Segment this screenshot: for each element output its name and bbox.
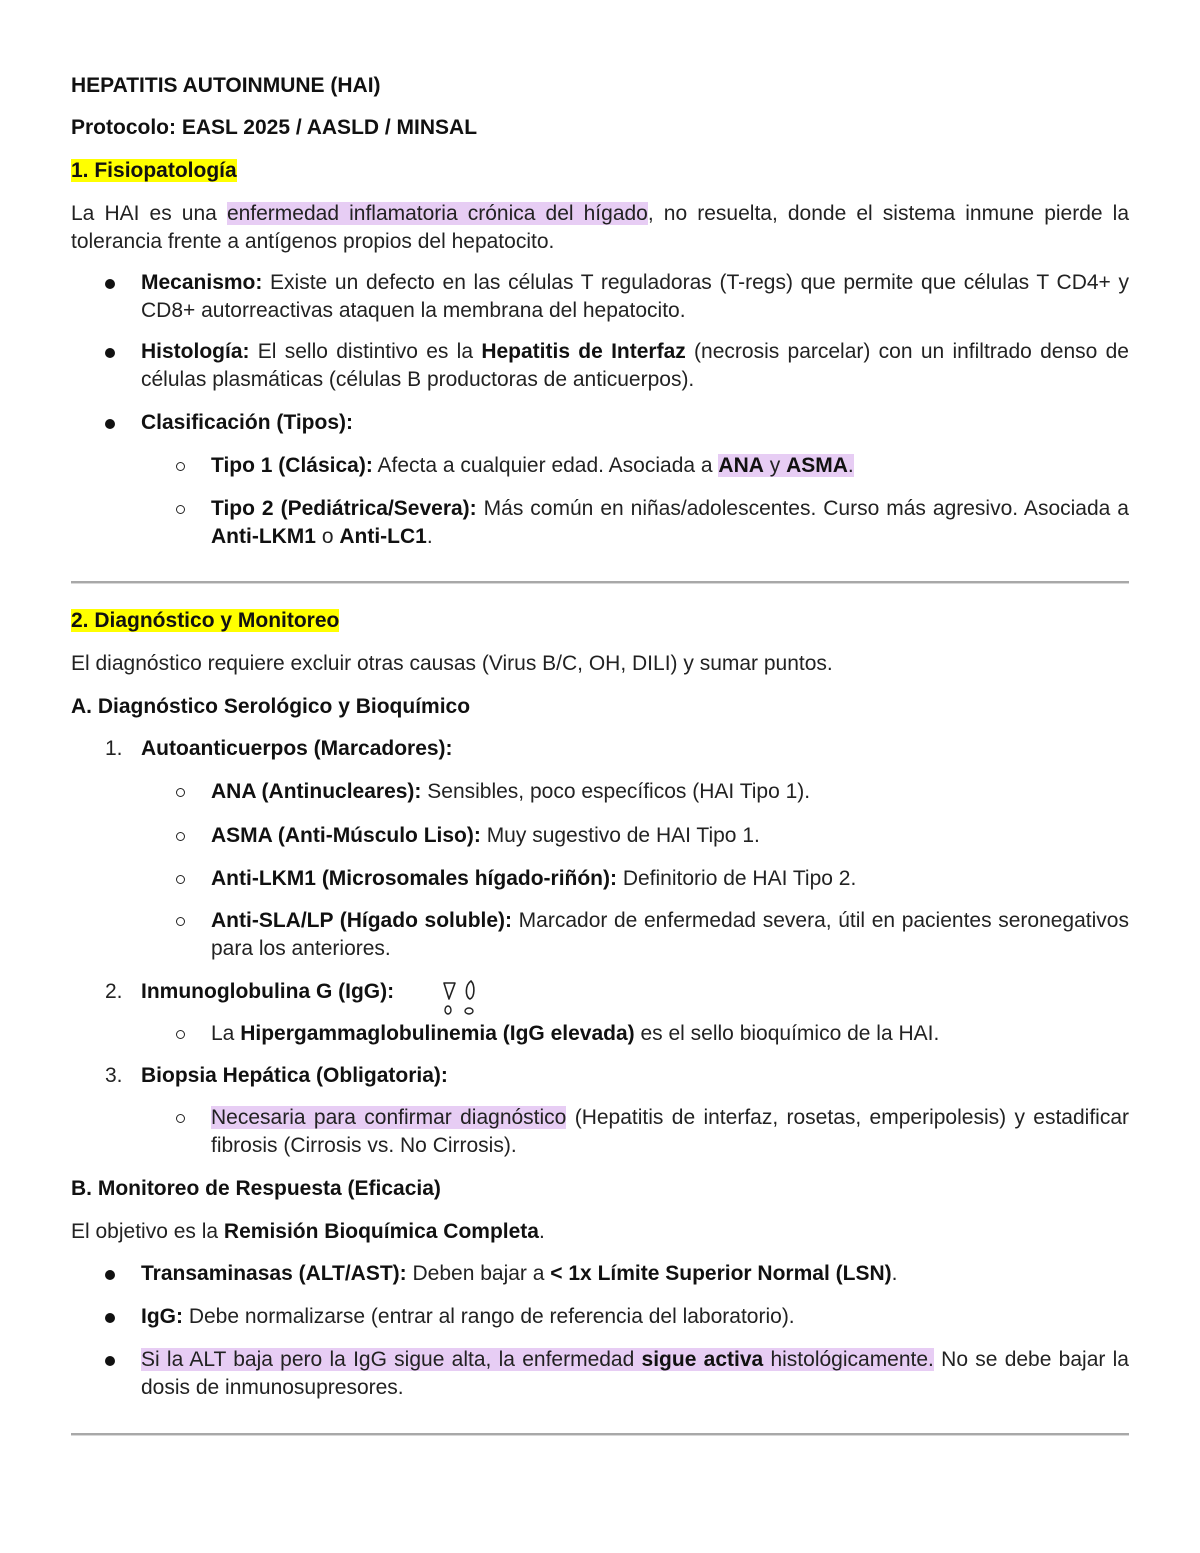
bullet-icon (105, 1313, 115, 1323)
biopsia-detail-item: Necesaria para confirmar diagnóstico (Hepatitis de interfaz, rosetas, emperipolesis) y estadificar fibrosis (Cirrosis vs. No Cirrosis). (211, 1106, 1129, 1157)
clasificacion-item: Clasificación (Tipos): (141, 411, 353, 434)
bullet-icon (105, 1270, 115, 1280)
alt-warning-item: Si la ALT baja pero la IgG sigue alta, la enfermedad sigue activa histológicamente. No se debe bajar la dosis de inmunosupresores. (141, 1348, 1129, 1399)
list-number: 1. (105, 737, 123, 760)
objetivo-line: El objetivo es la Remisión Bioquímica Completa. (71, 1220, 545, 1243)
subsection-a-heading: A. Diagnóstico Serológico y Bioquímico (71, 695, 471, 718)
hipergamma-item: La Hipergammaglobulinemia (IgG elevada) es el sello bioquímico de la HAI. (211, 1022, 940, 1045)
highlight-inflamatoria: enfermedad inflamatoria crónica del hígado (226, 202, 648, 225)
section-2-intro: El diagnóstico requiere excluir otras causas (Virus B/C, OH, DILI) y sumar puntos. (71, 652, 833, 675)
section-1-intro: La HAI es una enfermedad inflamatoria crónica del hígado, no resuelta, donde el sistema inmune pierde la tolerancia frente a antígenos propios del hepatocito. (71, 202, 1129, 253)
list-number: 2. (105, 980, 123, 1003)
tipo1-item: Tipo 1 (Clásica): Afecta a cualquier edad. Asociada a ANA y ASMA. (211, 454, 854, 477)
histologia-item: Histología: El sello distintivo es la Hepatitis de Interfaz (necrosis parcelar) con un infiltrado denso de células plasmáticas (células B productoras de anticuerpos). (141, 340, 1129, 391)
igg-item: Inmunoglobulina G (IgG): (141, 980, 395, 1003)
bullet-icon (105, 1356, 115, 1366)
subsection-b-heading: B. Monitoreo de Respuesta (Eficacia) (71, 1177, 441, 1200)
section-2-heading (71, 607, 339, 635)
section-2-heading-text: 2. Diagnóstico y Monitoreo (71, 609, 340, 632)
circle-bullet-icon (176, 788, 185, 797)
tipo2-item: Tipo 2 (Pediátrica/Severa): Más común en niñas/adolescentes. Curso más agresivo. Asociada a Anti-LKM1 o Anti-LC1. (211, 497, 1129, 548)
horizontal-rule (71, 581, 1129, 583)
circle-bullet-icon (176, 875, 185, 884)
bullet-icon (105, 279, 115, 289)
biopsia-item: Biopsia Hepática (Obligatoria): (141, 1064, 448, 1087)
igg-normalize-item: IgG: Debe normalizarse (entrar al rango de referencia del laboratorio). (141, 1305, 795, 1328)
highlight-alt-warning: Si la ALT baja pero la IgG sigue alta, la enfermedad sigue activa histológicamente. (141, 1348, 934, 1371)
circle-bullet-icon (176, 505, 185, 514)
section-1-heading (71, 157, 237, 185)
ana-item: ANA (Antinucleares): Sensibles, poco específicos (HAI Tipo 1). (211, 780, 811, 803)
autoanticuerpos-item: Autoanticuerpos (Marcadores): (141, 737, 453, 760)
highlight-biopsia: Necesaria para confirmar diagnóstico (211, 1106, 567, 1129)
horizontal-rule (71, 1433, 1129, 1435)
circle-bullet-icon (176, 832, 185, 841)
bullet-icon (105, 419, 115, 429)
circle-bullet-icon (176, 1030, 185, 1039)
list-number: 3. (105, 1064, 123, 1087)
anti-lkm1-item: Anti-LKM1 (Microsomales hígado-riñón): Definitorio de HAI Tipo 2. (211, 867, 857, 890)
circle-bullet-icon (176, 917, 185, 926)
section-1-heading-text: 1. Fisiopatología (71, 159, 237, 182)
protocol-line: Protocolo: EASL 2025 / AASLD / MINSAL (71, 116, 478, 139)
asma-item: ASMA (Anti-Músculo Liso): Muy sugestivo de HAI Tipo 1. (211, 824, 760, 847)
bullet-icon (105, 348, 115, 358)
circle-bullet-icon (176, 462, 185, 471)
handwritten-up-arrows-icon (441, 977, 487, 1021)
mecanismo-item: Mecanismo: Existe un defecto en las células T reguladoras (T-regs) que permite que células T CD4+ y CD8+ autorreactivas ataquen la membrana del hepatocito. (141, 271, 1129, 322)
document-title: HEPATITIS AUTOINMUNE (HAI) (71, 74, 381, 97)
transaminasas-item: Transaminasas (ALT/AST): Deben bajar a < 1x Límite Superior Normal (LSN). (141, 1262, 898, 1285)
anti-sla-item: Anti-SLA/LP (Hígado soluble): Marcador de enfermedad severa, útil en pacientes seronegativos para los anteriores. (211, 909, 1129, 960)
circle-bullet-icon (176, 1114, 185, 1123)
